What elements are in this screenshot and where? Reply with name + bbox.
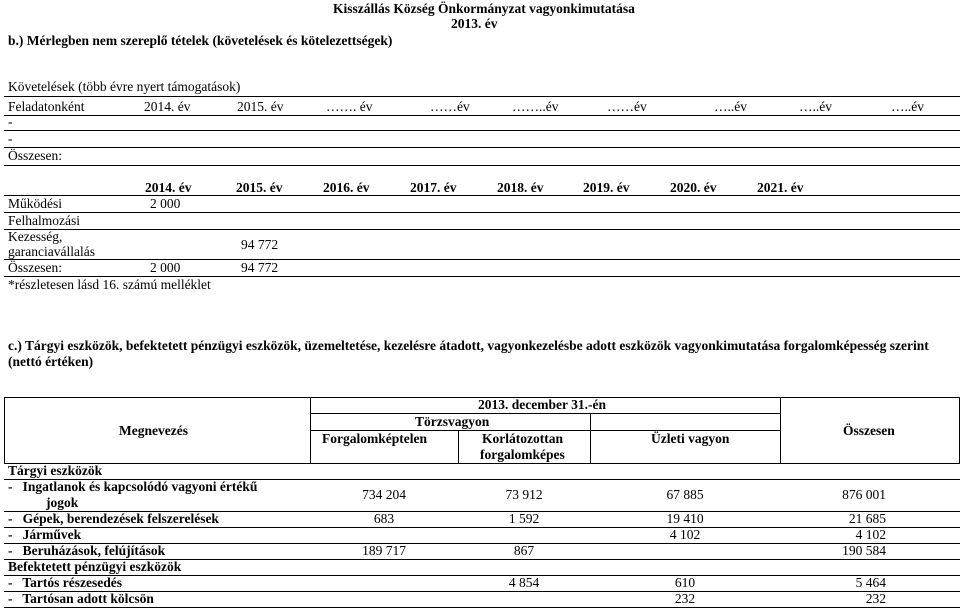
cell-uzleti: 19 410 bbox=[666, 511, 704, 526]
cell-forg: 734 204 bbox=[362, 487, 406, 502]
col-header: …..év bbox=[891, 99, 924, 114]
cell-forg: 683 bbox=[373, 511, 395, 526]
year-table-rule bbox=[4, 229, 960, 230]
cell-total: 5 464 bbox=[855, 575, 886, 590]
year-row-label: garanciavállalás bbox=[8, 244, 95, 259]
year-row-label: Összesen: bbox=[8, 260, 62, 275]
col-header: …..év bbox=[714, 99, 747, 114]
cell-korl: 73 912 bbox=[505, 487, 543, 502]
year-table-rule bbox=[4, 259, 960, 260]
receivables-rule-bottom bbox=[4, 165, 960, 166]
year-row-value: 94 772 bbox=[241, 237, 279, 252]
table-row-label: - Ingatlanok és kapcsolódó vagyoni értékű bbox=[8, 479, 258, 494]
table-row-label: - Tartós részesedés bbox=[8, 575, 122, 590]
col-header: ……év bbox=[607, 99, 647, 114]
header-name: Megnevezés bbox=[119, 423, 188, 438]
header-date: 2013. december 31.-én bbox=[478, 397, 606, 412]
group-label: Tárgyi eszközök bbox=[8, 463, 103, 478]
receivables-dash: - bbox=[8, 114, 13, 129]
asset-vrule bbox=[780, 397, 781, 463]
col-header: 2014. év bbox=[144, 99, 191, 114]
section-c-heading-sub: (nettó értéken) bbox=[8, 354, 94, 369]
year-row-label: Felhalmozási bbox=[8, 213, 80, 228]
asset-rule bbox=[310, 413, 780, 414]
year-header: 2014. év bbox=[145, 180, 192, 195]
asset-vrule bbox=[590, 413, 591, 463]
receivables-rule bbox=[4, 147, 960, 148]
year-row-label: Működési bbox=[8, 196, 62, 211]
col-header: Feladatonként bbox=[8, 99, 85, 114]
year-header: 2018. év bbox=[497, 180, 544, 195]
receivables-rule bbox=[4, 130, 960, 131]
table-row-label: - Járművek bbox=[8, 527, 82, 542]
document-title: Kisszállás Község Önkormányzat vagyonkimutatása bbox=[333, 1, 635, 16]
receivables-total-label: Összesen: bbox=[8, 148, 62, 163]
table-row-label: jogok bbox=[46, 495, 79, 510]
header-torzs: Törzsvagyon bbox=[415, 414, 490, 429]
cell-total: 232 bbox=[865, 591, 886, 606]
cell-uzleti: 67 885 bbox=[666, 487, 704, 502]
section-c-heading: c.) Tárgyi eszközök, befektetett pénzügyi eszközök, üzemeltetése, kezelésre átadott, vagyonkezelésbe adott eszközök vagyonkimutatása forgalomképesség szerint bbox=[8, 338, 929, 353]
cell-total: 190 584 bbox=[842, 543, 886, 558]
table-row-label: - Tartósan adott kölcsön bbox=[8, 591, 154, 606]
receivables-title: Követelések (több évre nyert támogatások) bbox=[8, 79, 241, 94]
year-header: 2019. év bbox=[583, 180, 630, 195]
year-header: 2017. év bbox=[410, 180, 457, 195]
receivables-rule-top bbox=[4, 96, 960, 97]
asset-rule bbox=[4, 607, 960, 608]
cell-total: 876 001 bbox=[842, 487, 886, 502]
col-header: ……..év bbox=[512, 99, 559, 114]
year-table-rule bbox=[4, 195, 960, 196]
year-row-value: 2 000 bbox=[150, 260, 181, 275]
year-header: 2016. év bbox=[323, 180, 370, 195]
receivables-dash: - bbox=[8, 131, 13, 146]
cell-total: 4 102 bbox=[855, 527, 886, 542]
group-label: Befektetett pénzügyi eszközök bbox=[8, 559, 182, 574]
section-b-heading: b.) Mérlegben nem szereplő tételek (követelések és kötelezettségek) bbox=[8, 33, 393, 48]
asset-vrule bbox=[458, 430, 459, 463]
header-forg: Forgalomképtelen bbox=[322, 431, 427, 446]
header-korl: Korlátozottan bbox=[482, 431, 563, 446]
asset-rule bbox=[4, 463, 960, 464]
cell-total: 21 685 bbox=[848, 511, 886, 526]
year-header: 2020. év bbox=[670, 180, 717, 195]
receivables-rule bbox=[4, 115, 960, 116]
year-header: 2021. év bbox=[757, 180, 804, 195]
year-row-label: Kezesség, bbox=[8, 229, 63, 244]
cell-uzleti: 610 bbox=[674, 575, 696, 590]
year-header: 2015. év bbox=[236, 180, 283, 195]
header-total: Összesen bbox=[843, 423, 895, 438]
asset-vrule bbox=[310, 397, 311, 463]
header-uzleti: Üzleti vagyon bbox=[651, 431, 730, 446]
cell-korl: 1 592 bbox=[508, 511, 540, 526]
table-row-label: - Gépek, berendezések felszerelések bbox=[8, 511, 219, 526]
year-row-value: 94 772 bbox=[241, 260, 279, 275]
cell-korl: 4 854 bbox=[508, 575, 540, 590]
year-row-value: 2 000 bbox=[150, 196, 181, 211]
col-header: 2015. év bbox=[237, 99, 284, 114]
asset-vrule bbox=[4, 397, 5, 463]
col-header: …..év bbox=[799, 99, 832, 114]
table-row-label: - Beruházások, felújítások bbox=[8, 543, 166, 558]
cell-uzleti: 4 102 bbox=[669, 527, 701, 542]
cell-korl: 867 bbox=[513, 543, 535, 558]
col-header: ……év bbox=[430, 99, 470, 114]
year-table-note: *részletesen lásd 16. számú melléklet bbox=[8, 277, 211, 292]
cell-forg: 189 717 bbox=[362, 543, 406, 558]
document-year: 2013. év bbox=[451, 16, 498, 31]
header-korl-2: forgalomképes bbox=[480, 447, 565, 462]
col-header: ……. év bbox=[326, 99, 373, 114]
cell-uzleti: 232 bbox=[674, 591, 696, 606]
year-table-rule bbox=[4, 212, 960, 213]
